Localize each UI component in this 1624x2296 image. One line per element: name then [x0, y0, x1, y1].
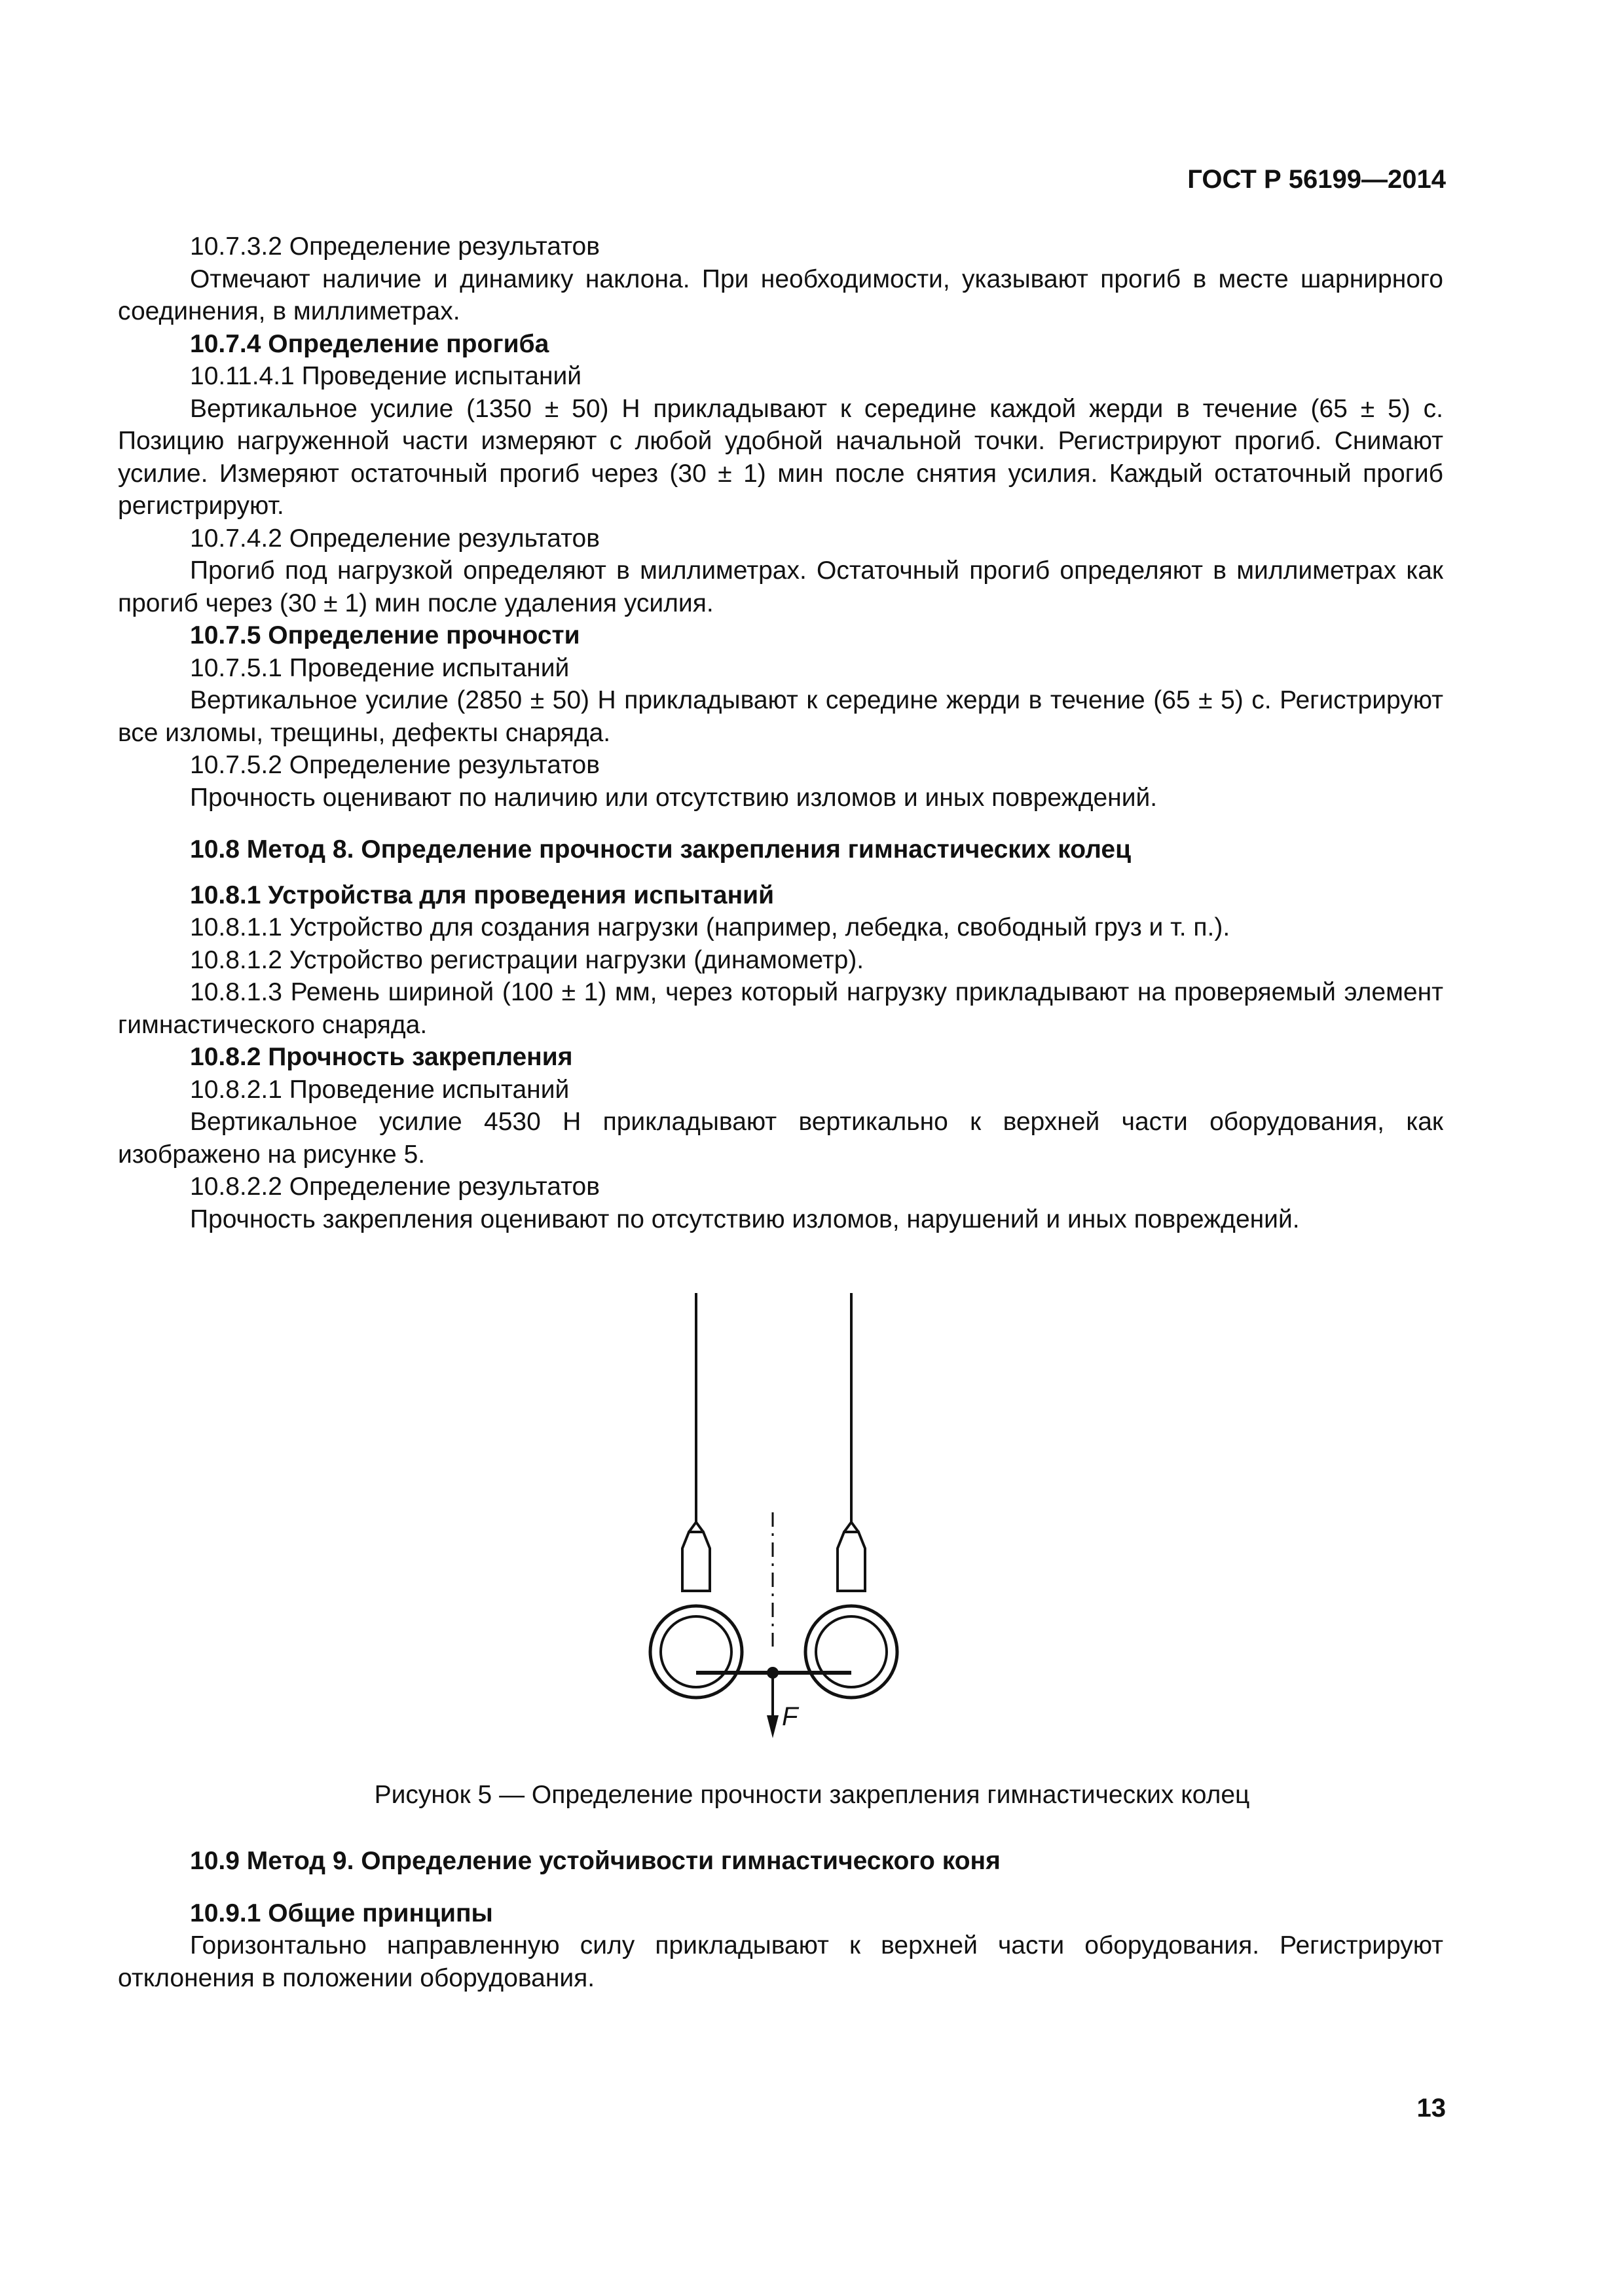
- subsection-heading: 10.11.4.1 Проведение испытаний: [190, 362, 582, 390]
- paragraph: Горизонтально направленную силу прикладывают к верхней части оборудования. Регистрируют отклонения в положении оборудования.: [118, 1931, 1443, 1992]
- left-ring-outer: [650, 1606, 742, 1698]
- section-heading: 10.9.1 Общие принципы: [190, 1899, 493, 1927]
- list-item: 10.8.1.1 Устройство для создания нагрузки (например, лебедка, свободный груз и т. п.).: [190, 913, 1230, 941]
- subsection-heading: 10.8.2.1 Проведение испытаний: [190, 1075, 570, 1104]
- paragraph: Отмечают наличие и динамику наклона. При необходимости, указывают прогиб в месте шарнирного соединения, в миллиметрах.: [118, 264, 1443, 325]
- paragraph: Вертикальное усилие 4530 Н прикладывают вертикально к верхней части оборудования, как изображено на рисунке 5.: [118, 1108, 1443, 1169]
- right-ring-outer: [805, 1606, 897, 1698]
- paragraph: Вертикальное усилие (2850 ± 50) Н прикладывают к середине жерди в течение (65 ± 5) с. Регистрируют все изломы, трещины, дефекты снаряда.: [118, 686, 1443, 747]
- list-item: 10.8.1.3 Ремень шириной (100 ± 1) мм, через который нагрузку прикладывают на проверяемый элемент гимнастического снаряда.: [118, 978, 1443, 1039]
- rings-diagram: [642, 1293, 930, 1751]
- section-heading: 10.7.4 Определение прогиба: [190, 329, 549, 358]
- method-heading: 10.9 Метод 9. Определение устойчивости гимнастического коня: [190, 1847, 1001, 1875]
- force-label: F: [782, 1702, 798, 1731]
- method-heading: 10.8 Метод 8. Определение прочности закрепления гимнастических колец: [190, 835, 1132, 864]
- list-item: 10.8.1.2 Устройство регистрации нагрузки (динамометр).: [190, 945, 864, 974]
- subsection-heading: 10.7.5.2 Определение результатов: [190, 751, 600, 779]
- page-number: 13: [1416, 2094, 1446, 2123]
- subsection-heading: 10.7.3.2 Определение результатов: [190, 232, 600, 261]
- section-heading: 10.7.5 Определение прочности: [190, 621, 580, 649]
- document-id-header: ГОСТ Р 56199—2014: [1187, 165, 1446, 194]
- figure-caption: Рисунок 5 — Определение прочности закрепления гимнастических колец: [374, 1781, 1250, 1809]
- subsection-heading: 10.8.2.2 Определение результатов: [190, 1173, 600, 1201]
- paragraph: Прочность оценивают по наличию или отсутствию изломов и иных повреждений.: [190, 783, 1158, 812]
- left-ring-inner: [661, 1616, 731, 1687]
- subsection-heading: 10.7.4.2 Определение результатов: [190, 524, 600, 553]
- right-strap-clamp: [838, 1532, 865, 1591]
- paragraph: Вертикальное усилие (1350 ± 50) Н прикладывают к середине каждой жерди в течение (65 ± 5) с. Позицию нагруженной части измеряют с любой удобной начальной точки. Регистрируют прогиб. Снимают усилие. Измеряют остаточный прогиб через (30 ± 1) мин после снятия усилия. Каждый остаточный прогиб регистрируют.: [118, 394, 1443, 520]
- right-ring-inner: [816, 1616, 887, 1687]
- subsection-heading: 10.7.5.1 Проведение испытаний: [190, 653, 570, 682]
- figure-gymnastic-rings: [642, 1293, 930, 1751]
- body-text-continued: [118, 1845, 1443, 1994]
- section-heading: 10.8.2 Прочность закрепления: [190, 1043, 573, 1071]
- section-heading: 10.8.1 Устройства для проведения испытаний: [190, 881, 775, 909]
- paragraph: Прогиб под нагрузкой определяют в миллиметрах. Остаточный прогиб определяют в миллиметрах как прогиб через (30 ± 1) мин после удаления усилия.: [118, 556, 1443, 617]
- left-strap-clamp: [682, 1532, 710, 1591]
- force-arrow-head: [767, 1715, 779, 1738]
- body-text: [118, 230, 1443, 1235]
- paragraph: Прочность закрепления оценивают по отсутствию изломов, нарушений и иных повреждений.: [190, 1205, 1300, 1233]
